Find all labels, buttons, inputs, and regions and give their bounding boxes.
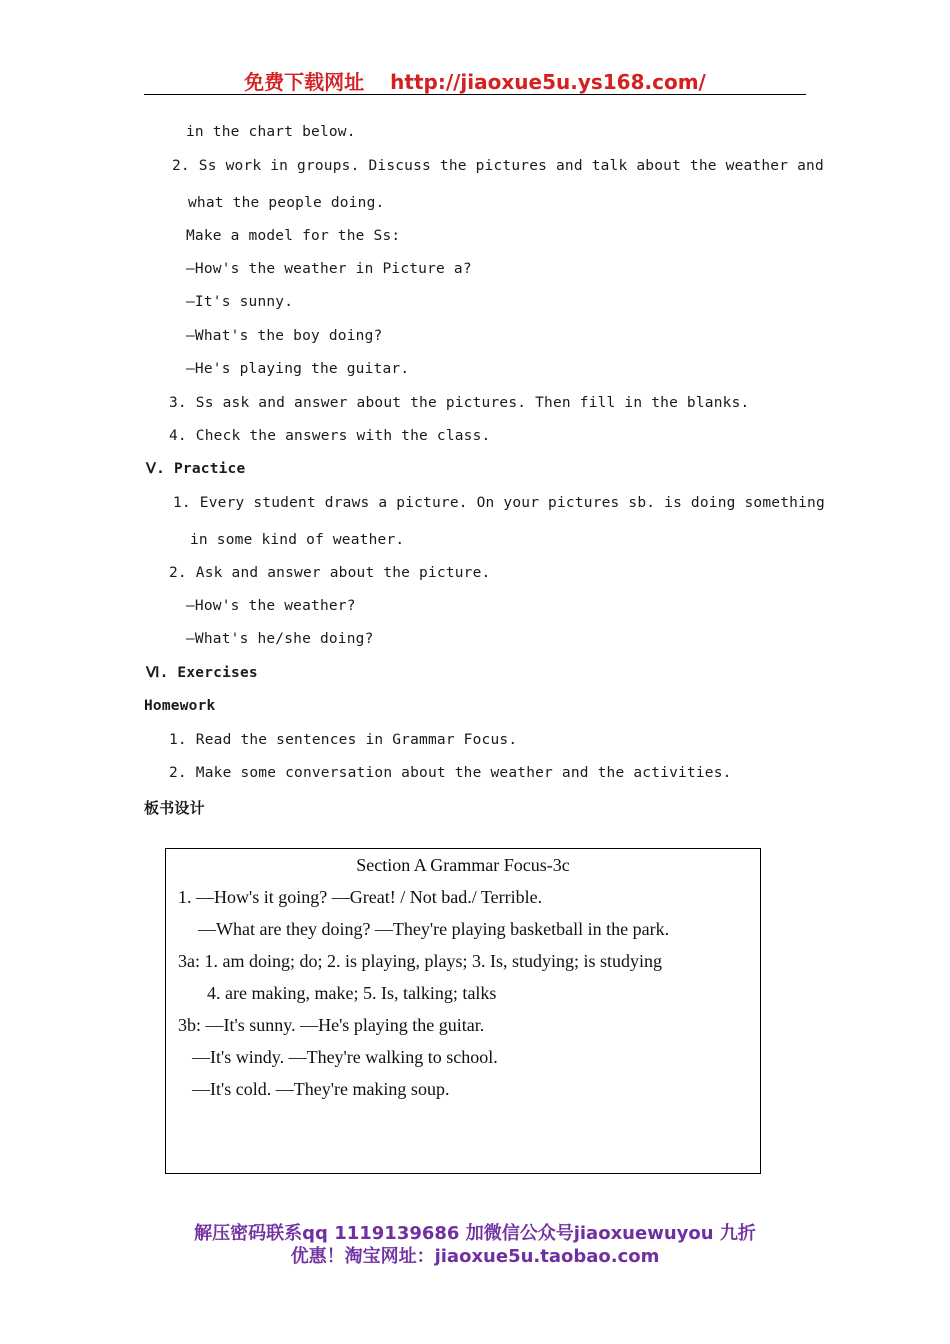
- board-line: 4. are making, make; 5. Is, talking; talks: [207, 983, 497, 1003]
- header-url-link[interactable]: http://jiaoxue5u.ys168.com/: [390, 70, 706, 94]
- footer-line-1: 解压密码联系qq 1119139686 加微信公众号jiaoxuewuyou 九折: [194, 1223, 756, 1244]
- dialogue-line: —What's the boy doing?: [186, 328, 383, 344]
- text-line: 1. Read the sentences in Grammar Focus.: [169, 732, 518, 748]
- board-line: —What are they doing? —They're playing basketball in the park.: [198, 919, 670, 939]
- dialogue-line: —What's he/she doing?: [186, 631, 374, 647]
- text-line: 4. Check the answers with the class.: [169, 428, 491, 444]
- board-line: —It's windy. —They're walking to school.: [192, 1047, 498, 1067]
- section-heading-exercises: Ⅵ. Exercises: [146, 665, 258, 681]
- text-line: in some kind of weather.: [190, 532, 405, 548]
- header-title: 免费下载网址: [244, 70, 365, 94]
- dialogue-line: —It's sunny.: [186, 294, 294, 310]
- text-line: 2. Ask and answer about the picture.: [169, 565, 491, 581]
- dialogue-line: —How's the weather?: [186, 598, 356, 614]
- text-line: in the chart below.: [186, 124, 356, 140]
- section-heading-board-design: 板书设计: [144, 799, 205, 817]
- dialogue-line: —How's the weather in Picture a?: [186, 261, 472, 277]
- section-heading-practice: Ⅴ. Practice: [146, 461, 246, 477]
- board-design-box: [165, 848, 761, 1174]
- text-line: what the people doing.: [188, 195, 385, 211]
- board-line: 1. —How's it going? —Great! / Not bad./ Terrible.: [178, 887, 543, 907]
- text-line: 2. Make some conversation about the weather and the activities.: [169, 765, 732, 781]
- board-line: 3a: 1. am doing; do; 2. is playing, plays; 3. Is, studying; is studying: [178, 951, 662, 971]
- page-header: [0, 66, 950, 95]
- text-line: 3. Ss ask and answer about the pictures. Then fill in the blanks.: [169, 395, 750, 411]
- text-line: 1. Every student draws a picture. On your pictures sb. is doing something: [173, 495, 825, 511]
- text-line: Make a model for the Ss:: [186, 228, 401, 244]
- board-line: —It's cold. —They're making soup.: [192, 1079, 450, 1099]
- footer-line-2: 优惠！淘宝网址：jiaoxue5u.taobao.com: [290, 1246, 660, 1267]
- board-line: 3b: —It's sunny. —He's playing the guitar.: [178, 1015, 485, 1035]
- text-line: 2. Ss work in groups. Discuss the pictures and talk about the weather and: [172, 158, 824, 174]
- dialogue-line: —He's playing the guitar.: [186, 361, 410, 377]
- board-title: Section A Grammar Focus-3c: [356, 855, 570, 875]
- section-heading-homework: Homework: [144, 698, 216, 714]
- header-divider: [144, 94, 806, 95]
